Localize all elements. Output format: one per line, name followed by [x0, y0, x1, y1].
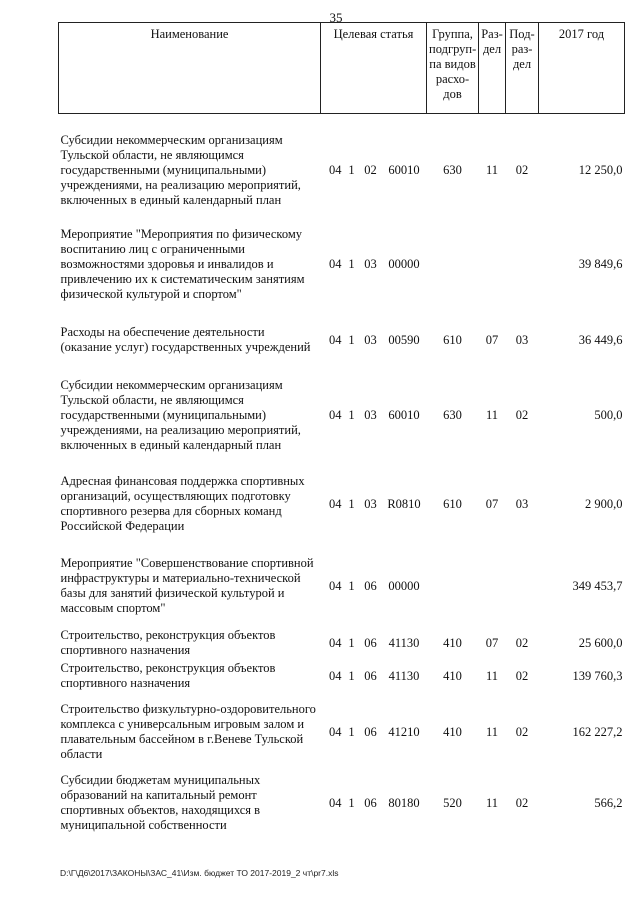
row-code-1: 04	[329, 635, 342, 650]
row-name: Строительство физкультурно-оздоровительного комплекса с универсальным игровым залом и плавательным бассейном в г.Веневе Тульской области	[60, 702, 316, 761]
header-group: Группа, подгруп-па видов расхо-дов	[427, 23, 479, 114]
row-code-4: 00000	[388, 578, 420, 593]
table-row	[59, 692, 625, 772]
table-row	[59, 626, 625, 660]
row-code-2: 1	[348, 162, 355, 177]
row-code-4: R0810	[387, 496, 421, 511]
row-section: 07	[485, 635, 499, 650]
header-year: 2017 год	[539, 23, 625, 114]
row-group: 610	[443, 496, 462, 511]
row-code-4: 00590	[388, 332, 420, 347]
table-row	[59, 660, 625, 692]
row-code-1: 04	[329, 668, 342, 683]
row-group: 520	[443, 795, 462, 810]
row-code-1: 04	[329, 332, 342, 347]
row-group: 410	[443, 635, 462, 650]
row-code-4: 41130	[388, 668, 420, 683]
row-code-3: 06	[364, 668, 377, 683]
row-name: Строительство, реконструкция объектов спортивного назначения	[60, 661, 276, 690]
row-subsection: 02	[515, 635, 529, 650]
row-amount: 12 250,0	[578, 162, 623, 177]
row-subsection	[506, 546, 539, 626]
row-group: 630	[443, 162, 462, 177]
row-name: Мероприятие "Мероприятия по физическому воспитанию лиц с ограниченными возможностями здоровья и инвалидов и привлечению их к систематическим занятиям физической культурой и спортом"	[60, 226, 305, 301]
row-group: 610	[443, 332, 462, 347]
row-section: 11	[485, 162, 499, 177]
row-subsection: 02	[515, 724, 529, 739]
row-code-3: 06	[364, 578, 377, 593]
row-amount: 139 760,3	[572, 668, 623, 683]
row-section: 07	[485, 332, 499, 347]
row-group: 410	[443, 724, 462, 739]
row-code-1: 04	[329, 407, 342, 422]
row-code-2: 1	[348, 668, 355, 683]
row-code-2: 1	[348, 795, 355, 810]
row-code-3: 06	[364, 724, 377, 739]
row-subsection: 02	[515, 407, 529, 422]
row-code-2: 1	[348, 407, 355, 422]
budget-table	[58, 22, 625, 834]
row-code-4: 80180	[388, 795, 420, 810]
row-code-1: 04	[329, 496, 342, 511]
table-row	[59, 368, 625, 462]
row-name: Расходы на обеспечение деятельности (оказание услуг) государственных учреждений	[60, 325, 311, 354]
row-name: Субсидии бюджетам муниципальных образований на капитальный ремонт спортивных объектов, находящихся в муниципальной собственности	[60, 773, 261, 832]
row-code-1: 04	[329, 256, 342, 271]
row-code-3: 03	[364, 332, 377, 347]
row-code-3: 03	[364, 256, 377, 271]
row-code-4: 41210	[388, 724, 420, 739]
row-amount: 36 449,6	[578, 332, 623, 347]
page-number: 35	[329, 10, 343, 25]
row-code-3: 06	[364, 795, 377, 810]
row-code-4: 41130	[388, 635, 420, 650]
row-code-4: 60010	[388, 162, 420, 177]
row-name: Строительство, реконструкция объектов спортивного назначения	[60, 628, 276, 657]
row-group: 410	[443, 668, 462, 683]
row-subsection: 03	[515, 332, 529, 347]
header-section: Раз-дел	[479, 23, 506, 114]
row-group: 630	[443, 407, 462, 422]
row-section: 07	[485, 496, 499, 511]
row-code-1: 04	[329, 578, 342, 593]
row-section: 11	[485, 668, 499, 683]
table-row	[59, 462, 625, 546]
row-section: 11	[485, 724, 499, 739]
row-code-2: 1	[348, 635, 355, 650]
header-row	[59, 23, 625, 114]
row-amount: 39 849,6	[578, 256, 623, 271]
row-subsection	[506, 216, 539, 312]
row-group	[427, 216, 479, 312]
row-code-2: 1	[348, 256, 355, 271]
row-amount: 566,2	[594, 795, 623, 810]
row-section: 11	[485, 795, 499, 810]
header-name: Наименование	[59, 23, 321, 114]
row-code-3: 03	[364, 496, 377, 511]
row-name: Субсидии некоммерческим организациям Тульской области, не являющимся государственными (муниципальными) учреждениями, на реализацию мероприятий, включенных в единый календарный план	[60, 132, 301, 207]
row-code-3: 02	[364, 162, 377, 177]
file-path-footer: D:\Г\Д6\2017\ЗАКОНЫ\ЗАС_41\Изм. бюджет ТО 2017-2019_2 чт\pr7.xls	[60, 868, 339, 878]
row-code-4: 00000	[388, 256, 420, 271]
row-code-2: 1	[348, 496, 355, 511]
row-section	[479, 216, 506, 312]
row-code-3: 03	[364, 407, 377, 422]
row-section: 11	[485, 407, 499, 422]
table-row	[59, 312, 625, 368]
header-target-article: Целевая статья	[321, 23, 427, 114]
row-subsection: 02	[515, 795, 529, 810]
table-row	[59, 546, 625, 626]
table-row	[59, 772, 625, 834]
table-row	[59, 216, 625, 312]
row-code-2: 1	[348, 332, 355, 347]
row-amount: 500,0	[594, 407, 623, 422]
row-code-2: 1	[348, 578, 355, 593]
row-subsection: 03	[515, 496, 529, 511]
row-section	[479, 546, 506, 626]
row-code-1: 04	[329, 724, 342, 739]
row-amount: 2 900,0	[585, 496, 623, 511]
row-code-2: 1	[348, 724, 355, 739]
row-amount: 162 227,2	[572, 724, 623, 739]
row-group	[427, 546, 479, 626]
row-name: Адресная финансовая поддержка спортивных организаций, осуществляющих подготовку спортивного резерва для сборных команд Российской Федерации	[60, 474, 305, 533]
header-subsection: Под-раз-дел	[506, 23, 539, 114]
row-code-1: 04	[329, 795, 342, 810]
row-code-1: 04	[329, 162, 342, 177]
row-name: Мероприятие "Совершенствование спортивной инфраструктуры и материально-технической базы для занятий физической культурой и массовым спортом"	[60, 556, 314, 615]
row-code-3: 06	[364, 635, 377, 650]
row-subsection: 02	[515, 162, 529, 177]
row-name: Субсидии некоммерческим организациям Тульской области, не являющимся государственными (муниципальными) учреждениями, на реализацию мероприятий, включенных в единый календарный план	[60, 377, 301, 452]
row-code-4: 60010	[388, 407, 420, 422]
row-amount: 349 453,7	[572, 578, 623, 593]
row-subsection: 02	[515, 668, 529, 683]
row-amount: 25 600,0	[578, 635, 623, 650]
table-row	[59, 124, 625, 216]
